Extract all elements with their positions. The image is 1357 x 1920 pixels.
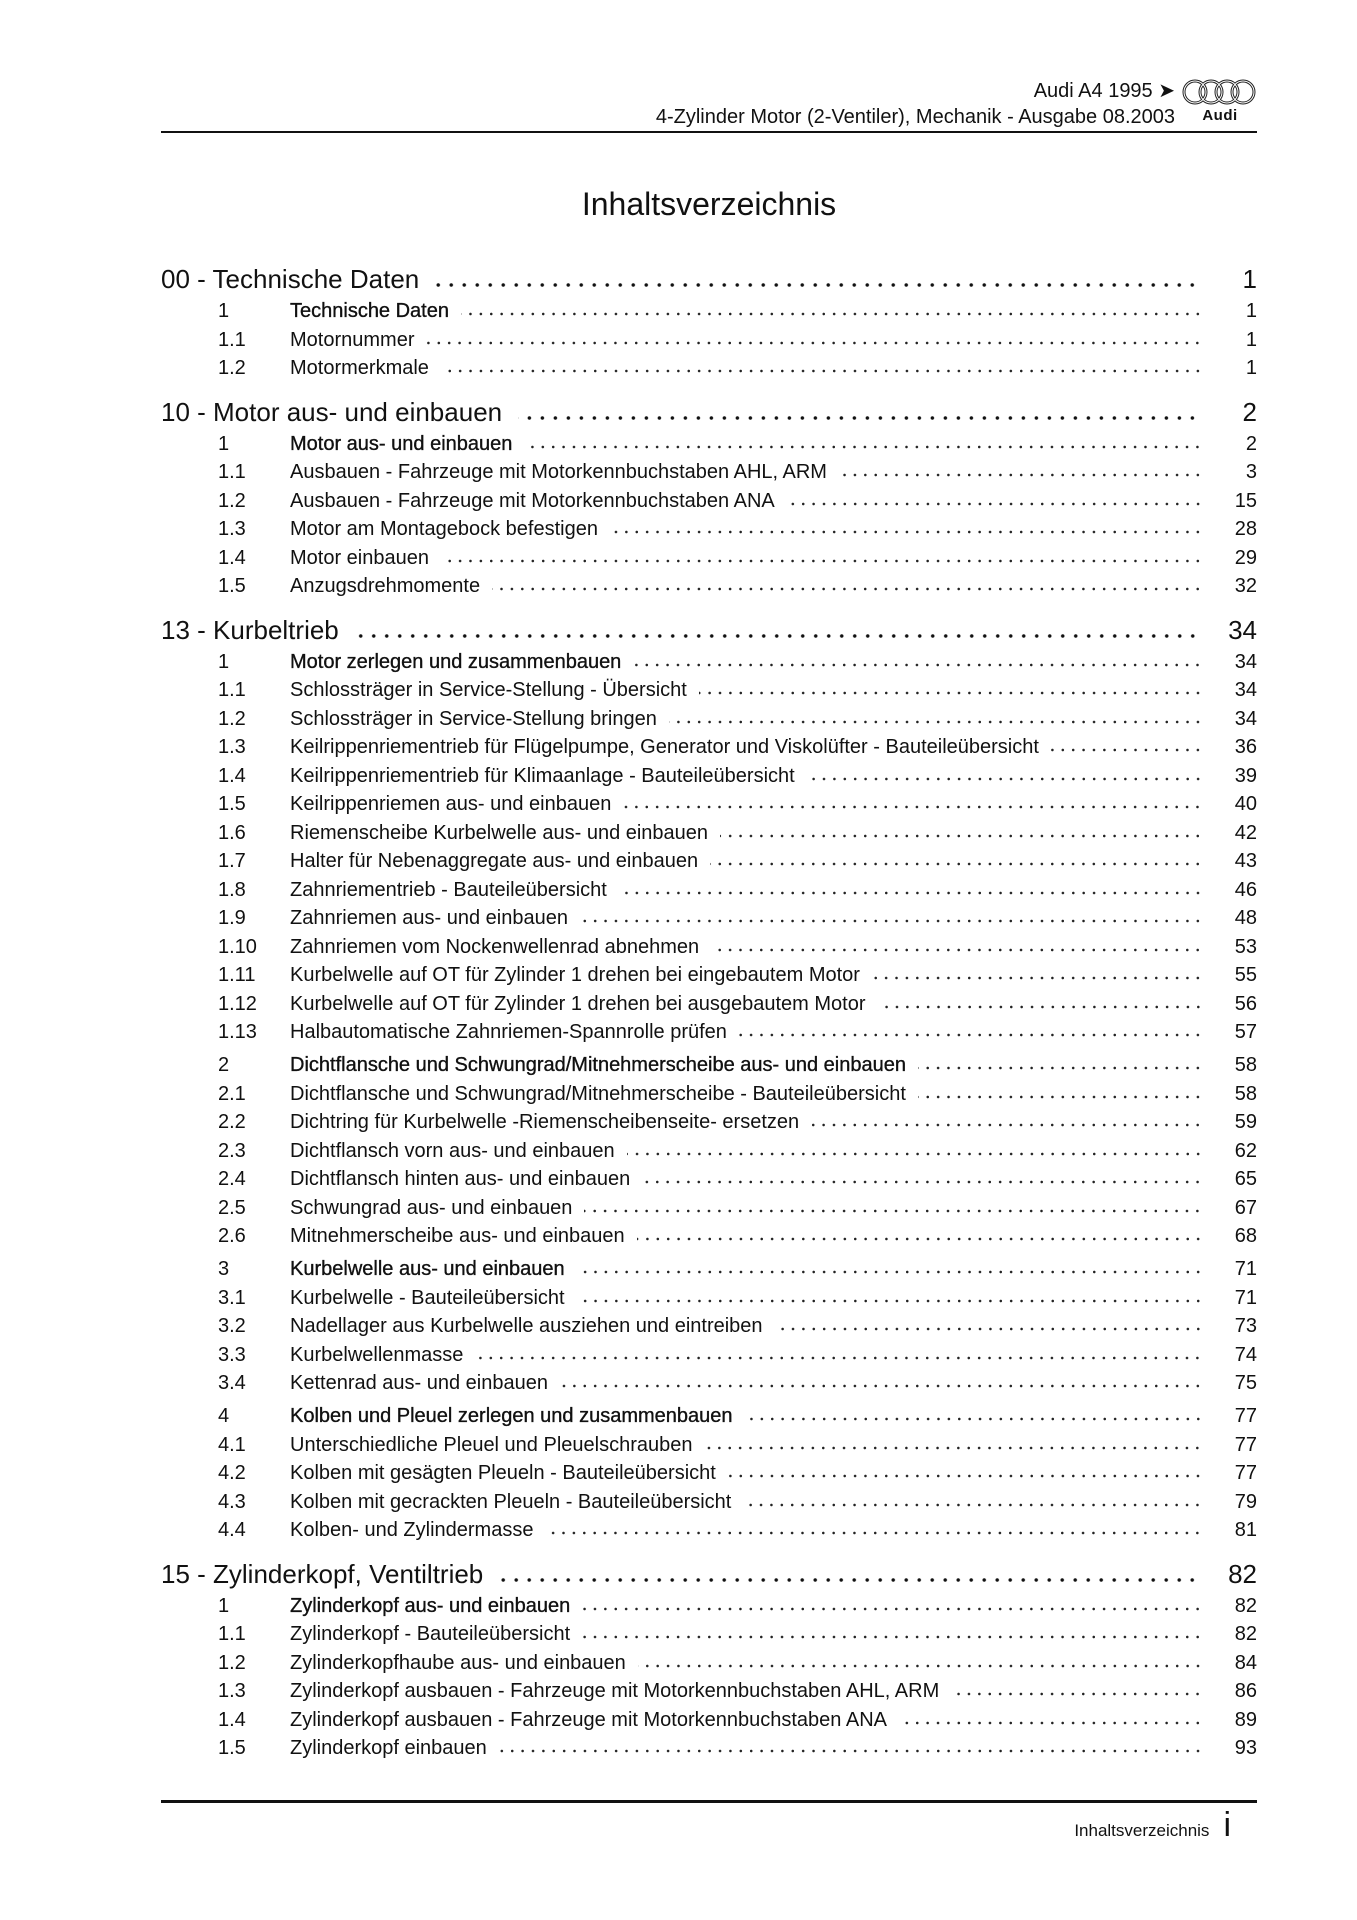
dot-leader — [475, 1353, 1203, 1361]
entry-number: 1 — [218, 650, 230, 673]
entry-page-number: 62 — [1234, 1139, 1257, 1162]
entry-page-number: 77 — [1234, 1462, 1257, 1484]
entry-title: Keilrippenriementrieb für Klimaanlage - Bauteileübersicht — [290, 764, 795, 787]
entry-title: Zahnriemen aus- und einbauen — [290, 907, 568, 929]
entry-page-number: 86 — [1234, 1680, 1257, 1702]
entry-number: 1.2 — [218, 489, 246, 512]
entry-page-number: 28 — [1234, 518, 1257, 540]
entry-page-number: 56 — [1234, 992, 1257, 1015]
dot-leader — [807, 774, 1203, 782]
dot-leader — [623, 802, 1203, 810]
entry-number: 2.3 — [218, 1139, 246, 1162]
entry-number: 1.4 — [218, 546, 246, 569]
entry-page-number: 79 — [1234, 1490, 1257, 1513]
entry-page-number: 73 — [1234, 1315, 1257, 1337]
entry-title: Motor zerlegen und zusammenbauen — [290, 650, 622, 673]
entry-title: Dichtring für Kurbelwelle -Riemenscheibenseite- ersetzen — [290, 1111, 800, 1133]
chapter-page-number: 82 — [1228, 1558, 1257, 1589]
entry-page-number: 42 — [1234, 821, 1257, 844]
toc-entry[interactable] — [161, 651, 1257, 680]
toc-entry[interactable] — [161, 964, 1257, 993]
entry-number: 4 — [218, 1405, 230, 1427]
entry-title: Kettenrad aus- und einbauen — [290, 1372, 548, 1394]
page-title: Inhaltsverzeichnis — [581, 186, 837, 222]
entry-title: Motor einbauen — [290, 546, 429, 569]
entry-number: 1.3 — [218, 518, 246, 540]
entry-title: Keilrippenriemen aus- und einbauen — [290, 793, 612, 815]
entry-page-number: 58 — [1234, 1082, 1257, 1105]
entry-title: Zahnriementrieb - Bauteileübersicht — [290, 878, 607, 901]
toc-entry[interactable] — [161, 1258, 1257, 1287]
entry-number: 1.1 — [218, 461, 246, 483]
toc-entry[interactable] — [161, 575, 1257, 604]
entry-number: 1.2 — [218, 707, 246, 730]
entry-number: 1.11 — [218, 964, 256, 986]
dot-leader — [739, 1030, 1203, 1038]
toc-entry[interactable] — [161, 936, 1257, 965]
entry-page-number: 43 — [1234, 850, 1257, 872]
chapter-title: 00 - Technische Daten — [161, 264, 420, 294]
entry-number: 1.5 — [218, 575, 246, 597]
entry-number: 1.3 — [218, 1680, 246, 1702]
dot-leader — [584, 1206, 1203, 1214]
dot-leader — [580, 916, 1203, 924]
entry-number: 1.5 — [218, 793, 246, 815]
entry-number: 3.4 — [218, 1372, 246, 1394]
entry-page-number: 1 — [1245, 300, 1257, 322]
toc-entry[interactable] — [161, 1680, 1257, 1709]
toc-entry[interactable] — [161, 1083, 1257, 1112]
toc-entry[interactable] — [161, 822, 1257, 851]
header-model: Audi A4 1995 ➤ — [1033, 80, 1175, 102]
dot-leader — [704, 1443, 1203, 1451]
header-subtitle: 4-Zylinder Motor (2-Ventiler), Mechanik - Ausgabe 08.2003 — [655, 106, 1175, 128]
entry-title: Zylinderkopf ausbauen - Fahrzeuge mit Motorkennbuchstaben AHL, ARM — [290, 1680, 940, 1702]
dot-leader — [811, 1120, 1203, 1128]
entry-page-number: 74 — [1234, 1343, 1257, 1366]
footer-divider — [161, 1800, 1257, 1803]
entry-title: Anzugsdrehmomente — [290, 575, 481, 597]
toc-entry[interactable] — [161, 793, 1257, 822]
table-of-contents — [161, 264, 1257, 1766]
dot-leader — [669, 717, 1203, 725]
toc-entry[interactable] — [161, 1405, 1257, 1434]
entry-page-number: 32 — [1234, 575, 1257, 597]
entry-title: Kurbelwelle auf OT für Zylinder 1 drehen bei ausgebautem Motor — [290, 992, 866, 1015]
entry-page-number: 34 — [1234, 679, 1257, 701]
entry-title: Kolben- und Zylindermasse — [290, 1519, 534, 1541]
dot-leader — [435, 280, 1199, 288]
entry-page-number: 65 — [1234, 1168, 1257, 1190]
dot-leader — [775, 1324, 1203, 1332]
entry-number: 1.2 — [218, 357, 246, 379]
dot-leader — [918, 1063, 1203, 1071]
dot-leader — [745, 1414, 1203, 1422]
toc-entry[interactable] — [161, 1462, 1257, 1491]
entry-page-number: 34 — [1234, 707, 1257, 730]
entry-page-number: 77 — [1234, 1405, 1257, 1427]
entry-page-number: 1 — [1245, 328, 1257, 351]
toc-entry[interactable] — [161, 1491, 1257, 1520]
toc-entry[interactable] — [161, 679, 1257, 708]
dot-leader — [492, 584, 1203, 592]
entry-page-number: 57 — [1234, 1021, 1257, 1043]
entry-page-number: 2 — [1245, 432, 1257, 455]
entry-page-number: 58 — [1234, 1054, 1257, 1076]
toc-entry[interactable] — [161, 907, 1257, 936]
toc-entry[interactable] — [161, 1519, 1257, 1548]
entry-number: 2.4 — [218, 1168, 246, 1190]
toc-entry[interactable] — [161, 1168, 1257, 1197]
toc-chapter-heading[interactable] — [161, 615, 1257, 651]
toc-entry[interactable] — [161, 1225, 1257, 1254]
entry-title: Zylinderkopf einbauen — [290, 1737, 487, 1759]
dot-leader — [710, 859, 1203, 867]
chapter-title: 15 - Zylinderkopf, Ventiltrieb — [161, 1558, 484, 1589]
entry-page-number: 3 — [1245, 461, 1257, 483]
footer-page-number: i — [1223, 1806, 1231, 1844]
toc-chapter-heading[interactable] — [161, 264, 1257, 300]
dot-leader — [426, 338, 1203, 346]
entry-title: Kolben mit gesägten Pleueln - Bauteileübersicht — [290, 1462, 716, 1484]
entry-number: 1.10 — [218, 935, 257, 958]
entry-number: 3 — [218, 1258, 230, 1280]
dot-leader — [577, 1267, 1203, 1275]
entry-number: 1 — [218, 432, 230, 455]
footer — [1074, 1806, 1231, 1845]
entry-title: Schlossträger in Service-Stellung - Übersicht — [290, 679, 687, 701]
toc-entry[interactable] — [161, 547, 1257, 576]
entry-title: Zylinderkopf ausbauen - Fahrzeuge mit Motorkennbuchstaben ANA — [290, 1708, 888, 1731]
dot-leader — [461, 309, 1203, 317]
toc-entry[interactable] — [161, 433, 1257, 462]
dot-leader — [441, 366, 1203, 374]
entry-number: 1.3 — [218, 736, 246, 758]
entry-number: 1.1 — [218, 328, 246, 351]
dot-leader — [582, 1604, 1203, 1612]
toc-entry[interactable] — [161, 1737, 1257, 1766]
toc-entry[interactable] — [161, 518, 1257, 547]
toc-entry[interactable] — [161, 1372, 1257, 1401]
entry-title: Kolben und Pleuel zerlegen und zusammenbauen — [290, 1405, 733, 1427]
toc-entry[interactable] — [161, 1344, 1257, 1373]
dot-leader — [728, 1471, 1203, 1479]
entry-page-number: 39 — [1234, 764, 1257, 787]
dot-leader — [839, 470, 1203, 478]
dot-leader — [1051, 745, 1203, 753]
entry-page-number: 36 — [1234, 736, 1257, 758]
entry-number: 1 — [218, 1594, 230, 1617]
entry-page-number: 77 — [1234, 1433, 1257, 1456]
entry-page-number: 48 — [1234, 907, 1257, 929]
dot-leader — [720, 831, 1203, 839]
entry-title: Schwungrad aus- und einbauen — [290, 1196, 573, 1219]
toc-entry[interactable] — [161, 1021, 1257, 1050]
entry-number: 2.6 — [218, 1225, 246, 1247]
entry-title: Dichtflansche und Schwungrad/Mitnehmerscheibe - Bauteileübersicht — [290, 1082, 906, 1105]
entry-number: 1.13 — [218, 1021, 257, 1043]
dot-leader — [918, 1092, 1203, 1100]
toc-entry[interactable] — [161, 1595, 1257, 1624]
entry-title: Halbautomatische Zahnriemen-Spannrolle prüfen — [290, 1021, 727, 1043]
entry-page-number: 59 — [1234, 1111, 1257, 1133]
toc-entry[interactable] — [161, 1197, 1257, 1226]
toc-entry[interactable] — [161, 1315, 1257, 1344]
entry-number: 4.4 — [218, 1519, 246, 1541]
dot-leader — [633, 660, 1203, 668]
entry-title: Kurbelwelle aus- und einbauen — [290, 1258, 565, 1280]
toc-entry[interactable] — [161, 1287, 1257, 1316]
toc-entry[interactable] — [161, 1111, 1257, 1140]
dot-leader — [518, 413, 1199, 421]
chapter-page-number: 34 — [1228, 614, 1257, 645]
toc-entry[interactable] — [161, 1709, 1257, 1738]
entry-title: Kurbelwelle - Bauteileübersicht — [290, 1286, 565, 1309]
entry-title: Dichtflansche und Schwungrad/Mitnehmerscheibe aus- und einbauen — [290, 1054, 906, 1076]
entry-number: 4.1 — [218, 1433, 246, 1456]
toc-entry[interactable] — [161, 993, 1257, 1022]
entry-number: 2.5 — [218, 1196, 246, 1219]
chapter-page-number: 1 — [1242, 264, 1257, 294]
toc-entry[interactable] — [161, 300, 1257, 329]
dot-leader — [545, 1528, 1203, 1536]
entry-title: Mitnehmerscheibe aus- und einbauen — [290, 1225, 625, 1247]
dot-leader — [899, 1718, 1203, 1726]
toc-entry[interactable] — [161, 490, 1257, 519]
toc-entry[interactable] — [161, 1623, 1257, 1652]
entry-number: 1.8 — [218, 878, 246, 901]
entry-title: Kurbelwellenmasse — [290, 1343, 464, 1366]
entry-number: 1.5 — [218, 1737, 246, 1759]
entry-page-number: 34 — [1234, 650, 1257, 673]
entry-number: 1.2 — [218, 1651, 246, 1674]
entry-page-number: 40 — [1234, 793, 1257, 815]
entry-title: Zylinderkopf aus- und einbauen — [290, 1594, 571, 1617]
entry-title: Kolben mit gecrackten Pleueln - Bauteileübersicht — [290, 1490, 732, 1513]
dot-leader — [699, 688, 1203, 696]
dot-leader — [743, 1500, 1203, 1508]
dot-leader — [637, 1234, 1203, 1242]
entry-title: Zylinderkopfhaube aus- und einbauen — [290, 1651, 626, 1674]
dot-leader — [787, 499, 1203, 507]
entry-number: 3.3 — [218, 1343, 246, 1366]
toc-entry[interactable] — [161, 461, 1257, 490]
toc-entry[interactable] — [161, 1434, 1257, 1463]
entry-title: Zahnriemen vom Nockenwellenrad abnehmen — [290, 935, 700, 958]
entry-page-number: 67 — [1234, 1196, 1257, 1219]
entry-page-number: 75 — [1234, 1372, 1257, 1394]
audi-logo — [1181, 78, 1259, 124]
audi-logo-text: Audi — [1202, 107, 1238, 124]
dot-leader — [878, 1002, 1204, 1010]
entry-page-number: 1 — [1245, 357, 1257, 379]
entry-title: Kurbelwelle auf OT für Zylinder 1 drehen bei eingebautem Motor — [290, 964, 860, 986]
toc-entry[interactable] — [161, 708, 1257, 737]
entry-title: Dichtflansch vorn aus- und einbauen — [290, 1139, 615, 1162]
dot-leader — [872, 973, 1203, 981]
header-divider — [161, 131, 1257, 133]
dot-leader — [560, 1381, 1203, 1389]
entry-number: 2.1 — [218, 1082, 246, 1105]
entry-title: Motor aus- und einbauen — [290, 432, 513, 455]
entry-number: 1.6 — [218, 821, 246, 844]
entry-page-number: 84 — [1234, 1651, 1257, 1674]
entry-number: 1.7 — [218, 850, 246, 872]
toc-entry[interactable] — [161, 765, 1257, 794]
entry-page-number: 53 — [1234, 935, 1257, 958]
entry-title: Technische Daten — [290, 300, 449, 322]
dot-leader — [524, 442, 1203, 450]
chapter-page-number: 2 — [1242, 396, 1257, 427]
toc-entry[interactable] — [161, 850, 1257, 879]
dot-leader — [499, 1575, 1199, 1583]
entry-number: 1.1 — [218, 679, 246, 701]
entry-title: Unterschiedliche Pleuel und Pleuelschrauben — [290, 1433, 693, 1456]
entry-page-number: 82 — [1234, 1594, 1257, 1617]
footer-label: Inhaltsverzeichnis — [1074, 1821, 1210, 1840]
dot-leader — [638, 1661, 1203, 1669]
entry-page-number: 46 — [1234, 878, 1257, 901]
dot-leader — [577, 1296, 1203, 1304]
entry-title: Halter für Nebenaggregate aus- und einbauen — [290, 850, 699, 872]
dot-leader — [711, 945, 1203, 953]
entry-page-number: 15 — [1234, 489, 1257, 512]
dot-leader — [642, 1177, 1203, 1185]
entry-page-number: 82 — [1234, 1623, 1257, 1645]
audi-rings-icon — [1181, 78, 1259, 106]
entry-title: Ausbauen - Fahrzeuge mit Motorkennbuchstaben AHL, ARM — [290, 461, 827, 483]
entry-page-number: 89 — [1234, 1708, 1257, 1731]
toc-chapter-heading[interactable] — [161, 1559, 1257, 1595]
entry-title: Schlossträger in Service-Stellung bringen — [290, 707, 657, 730]
toc-entry[interactable] — [161, 736, 1257, 765]
entry-number: 2 — [218, 1054, 230, 1076]
entry-page-number: 71 — [1234, 1286, 1257, 1309]
entry-title: Keilrippenriementrieb für Flügelpumpe, Generator und Viskolüfter - Bauteileübersicht — [290, 736, 1039, 758]
entry-title: Motormerkmale — [290, 357, 429, 379]
dot-leader — [610, 527, 1203, 535]
dot-leader — [619, 888, 1203, 896]
toc-entry[interactable] — [161, 879, 1257, 908]
entry-number: 1 — [218, 300, 230, 322]
chapter-title: 13 - Kurbeltrieb — [161, 614, 339, 645]
entry-number: 3.2 — [218, 1315, 246, 1337]
entry-title: Nadellager aus Kurbelwelle ausziehen und eintreiben — [290, 1315, 763, 1337]
entry-number: 4.2 — [218, 1462, 246, 1484]
entry-title: Riemenscheibe Kurbelwelle aus- und einbauen — [290, 821, 709, 844]
toc-entry[interactable] — [161, 1652, 1257, 1681]
toc-entry[interactable] — [161, 1140, 1257, 1169]
entry-title: Zylinderkopf - Bauteileübersicht — [290, 1623, 571, 1645]
entry-title: Motor am Montagebock befestigen — [290, 518, 598, 540]
dot-leader — [951, 1689, 1203, 1697]
dot-leader — [499, 1746, 1203, 1754]
entry-page-number: 81 — [1234, 1519, 1257, 1541]
entry-number: 1.4 — [218, 764, 246, 787]
entry-number: 4.3 — [218, 1490, 246, 1513]
chapter-title: 10 - Motor aus- und einbauen — [161, 396, 503, 427]
entry-title: Dichtflansch hinten aus- und einbauen — [290, 1168, 631, 1190]
entry-page-number: 93 — [1234, 1737, 1257, 1759]
toc-chapter-heading[interactable] — [161, 397, 1257, 433]
dot-leader — [582, 1632, 1203, 1640]
entry-number: 1.12 — [218, 992, 257, 1015]
toc-entry[interactable] — [161, 1054, 1257, 1083]
entry-page-number: 55 — [1234, 964, 1257, 986]
toc-entry[interactable] — [161, 329, 1257, 358]
entry-number: 1.4 — [218, 1708, 246, 1731]
dot-leader — [355, 631, 1199, 639]
entry-number: 2.2 — [218, 1111, 246, 1133]
entry-page-number: 29 — [1234, 546, 1257, 569]
entry-page-number: 68 — [1234, 1225, 1257, 1247]
toc-entry[interactable] — [161, 357, 1257, 386]
entry-number: 3.1 — [218, 1286, 246, 1309]
entry-title: Motornummer — [290, 328, 415, 351]
entry-number: 1.1 — [218, 1623, 246, 1645]
dot-leader — [441, 556, 1203, 564]
entry-page-number: 71 — [1234, 1258, 1257, 1280]
entry-number: 1.9 — [218, 907, 246, 929]
dot-leader — [627, 1149, 1203, 1157]
entry-title: Ausbauen - Fahrzeuge mit Motorkennbuchstaben ANA — [290, 489, 775, 512]
